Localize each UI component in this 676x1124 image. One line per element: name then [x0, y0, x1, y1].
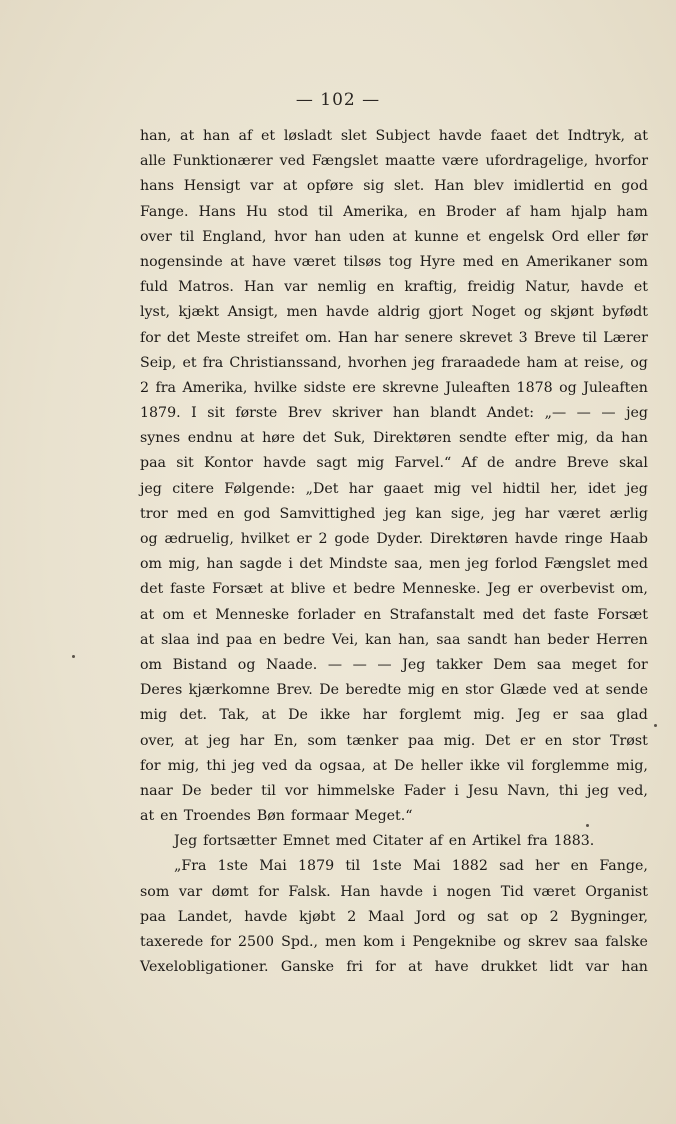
text-line: at om et Menneske forlader en Strafanstalt med det faste Forsæt [140, 606, 648, 623]
text-line-paragraph-end: at en Troendes Bøn formaar Meget.“ [140, 808, 413, 825]
text-line: paa sit Kontor havde sagt mig Farvel.“ Af de andre Breve skal [140, 455, 648, 472]
text-line: om Bistand og Naade. — — — Jeg takker Dem saa meget for [140, 656, 648, 673]
text-line: at slaa ind paa en bedre Vei, kan han, saa sandt han beder Herren [140, 631, 648, 648]
text-line: Fange. Hans Hu stod til Amerika, en Broder af ham hjalp ham [140, 203, 648, 220]
text-line: nogensinde at have været tilsøs tog Hyre med en Amerikaner som [140, 253, 648, 270]
text-line: taxerede for 2500 Spd., men kom i Pengeknibe og skrev saa falske [140, 934, 648, 950]
text-line: hans Hensigt var at opføre sig slet. Han blev imidlertid en god [140, 178, 648, 195]
text-line: for mig, thi jeg ved da ogsaa, at De heller ikke vil forglemme mig, [140, 757, 648, 774]
text-line: alle Funktionærer ved Fængslet maatte være ufordragelige, hvorfor [140, 153, 648, 170]
text-line: 2 fra Amerika, hvilke sidste ere skrevne Juleaften 1878 og Juleaften [140, 379, 648, 396]
text-line: over, at jeg har En, som tænker paa mig. Det er en stor Trøst [140, 732, 648, 749]
text-line: naar De beder til vor himmelske Fader i Jesu Navn, thi jeg ved, [140, 782, 648, 799]
page-number: — 102 — [295, 90, 381, 110]
text-line: som var dømt for Falsk. Han havde i nogen Tid været Organist [140, 883, 648, 900]
paper-speck [72, 655, 75, 658]
text-line: mig det. Tak, at De ikke har forglemt mig. Jeg er saa glad [140, 707, 648, 724]
text-line: for det Meste streifet om. Han har senere skrevet 3 Breve til Lærer [140, 329, 648, 346]
text-line: Vexelobligationer. Ganske fri for at have drukket lidt var han [140, 959, 648, 976]
text-line: lyst, kjækt Ansigt, men havde aldrig gjort Noget og skjønt byfødt [140, 304, 648, 321]
text-line: over til England, hvor han uden at kunne et engelsk Ord eller før [140, 228, 648, 245]
text-line: synes endnu at høre det Suk, Direktøren sendte efter mig, da han [140, 430, 648, 447]
text-line: tror med en god Samvittighed jeg kan sige, jeg har været ærlig [140, 505, 648, 522]
paper-speck [654, 724, 657, 727]
text-line: jeg citere Følgende: „Det har gaaet mig vel hidtil her, idet jeg [140, 480, 648, 497]
text-line: 1879. I sit første Brev skriver han blandt Andet: „— — — jeg [140, 405, 648, 422]
text-line-paragraph-start: „Fra 1ste Mai 1879 til 1ste Mai 1882 sad her en Fange, [174, 858, 648, 875]
text-line: fuld Matros. Han var nemlig en kraftig, freidig Natur, havde et [140, 279, 648, 296]
text-line: det faste Forsæt at blive et bedre Menneske. Jeg er overbevist om, [140, 581, 648, 598]
text-line: han, at han af et løsladt slet Subject havde faaet det Indtryk, at [140, 128, 648, 144]
text-line: om mig, han sagde i det Mindste saa, men jeg forlod Fængslet med [140, 556, 648, 573]
text-line-paragraph: Jeg fortsætter Emnet med Citater af en Artikel fra 1883. [174, 833, 595, 850]
body-text [140, 124, 648, 980]
text-line: paa Landet, havde kjøbt 2 Maal Jord og sat op 2 Bygninger, [140, 908, 648, 925]
text-line: Deres kjærkomne Brev. De beredte mig en stor Glæde ved at sende [140, 682, 648, 699]
text-line: Seip, et fra Christianssand, hvorhen jeg fraraadede ham at reise, og [140, 354, 648, 371]
paper-speck [586, 824, 589, 827]
text-line: og ædruelig, hvilket er 2 gode Dyder. Direktøren havde ringe Haab [140, 531, 648, 547]
